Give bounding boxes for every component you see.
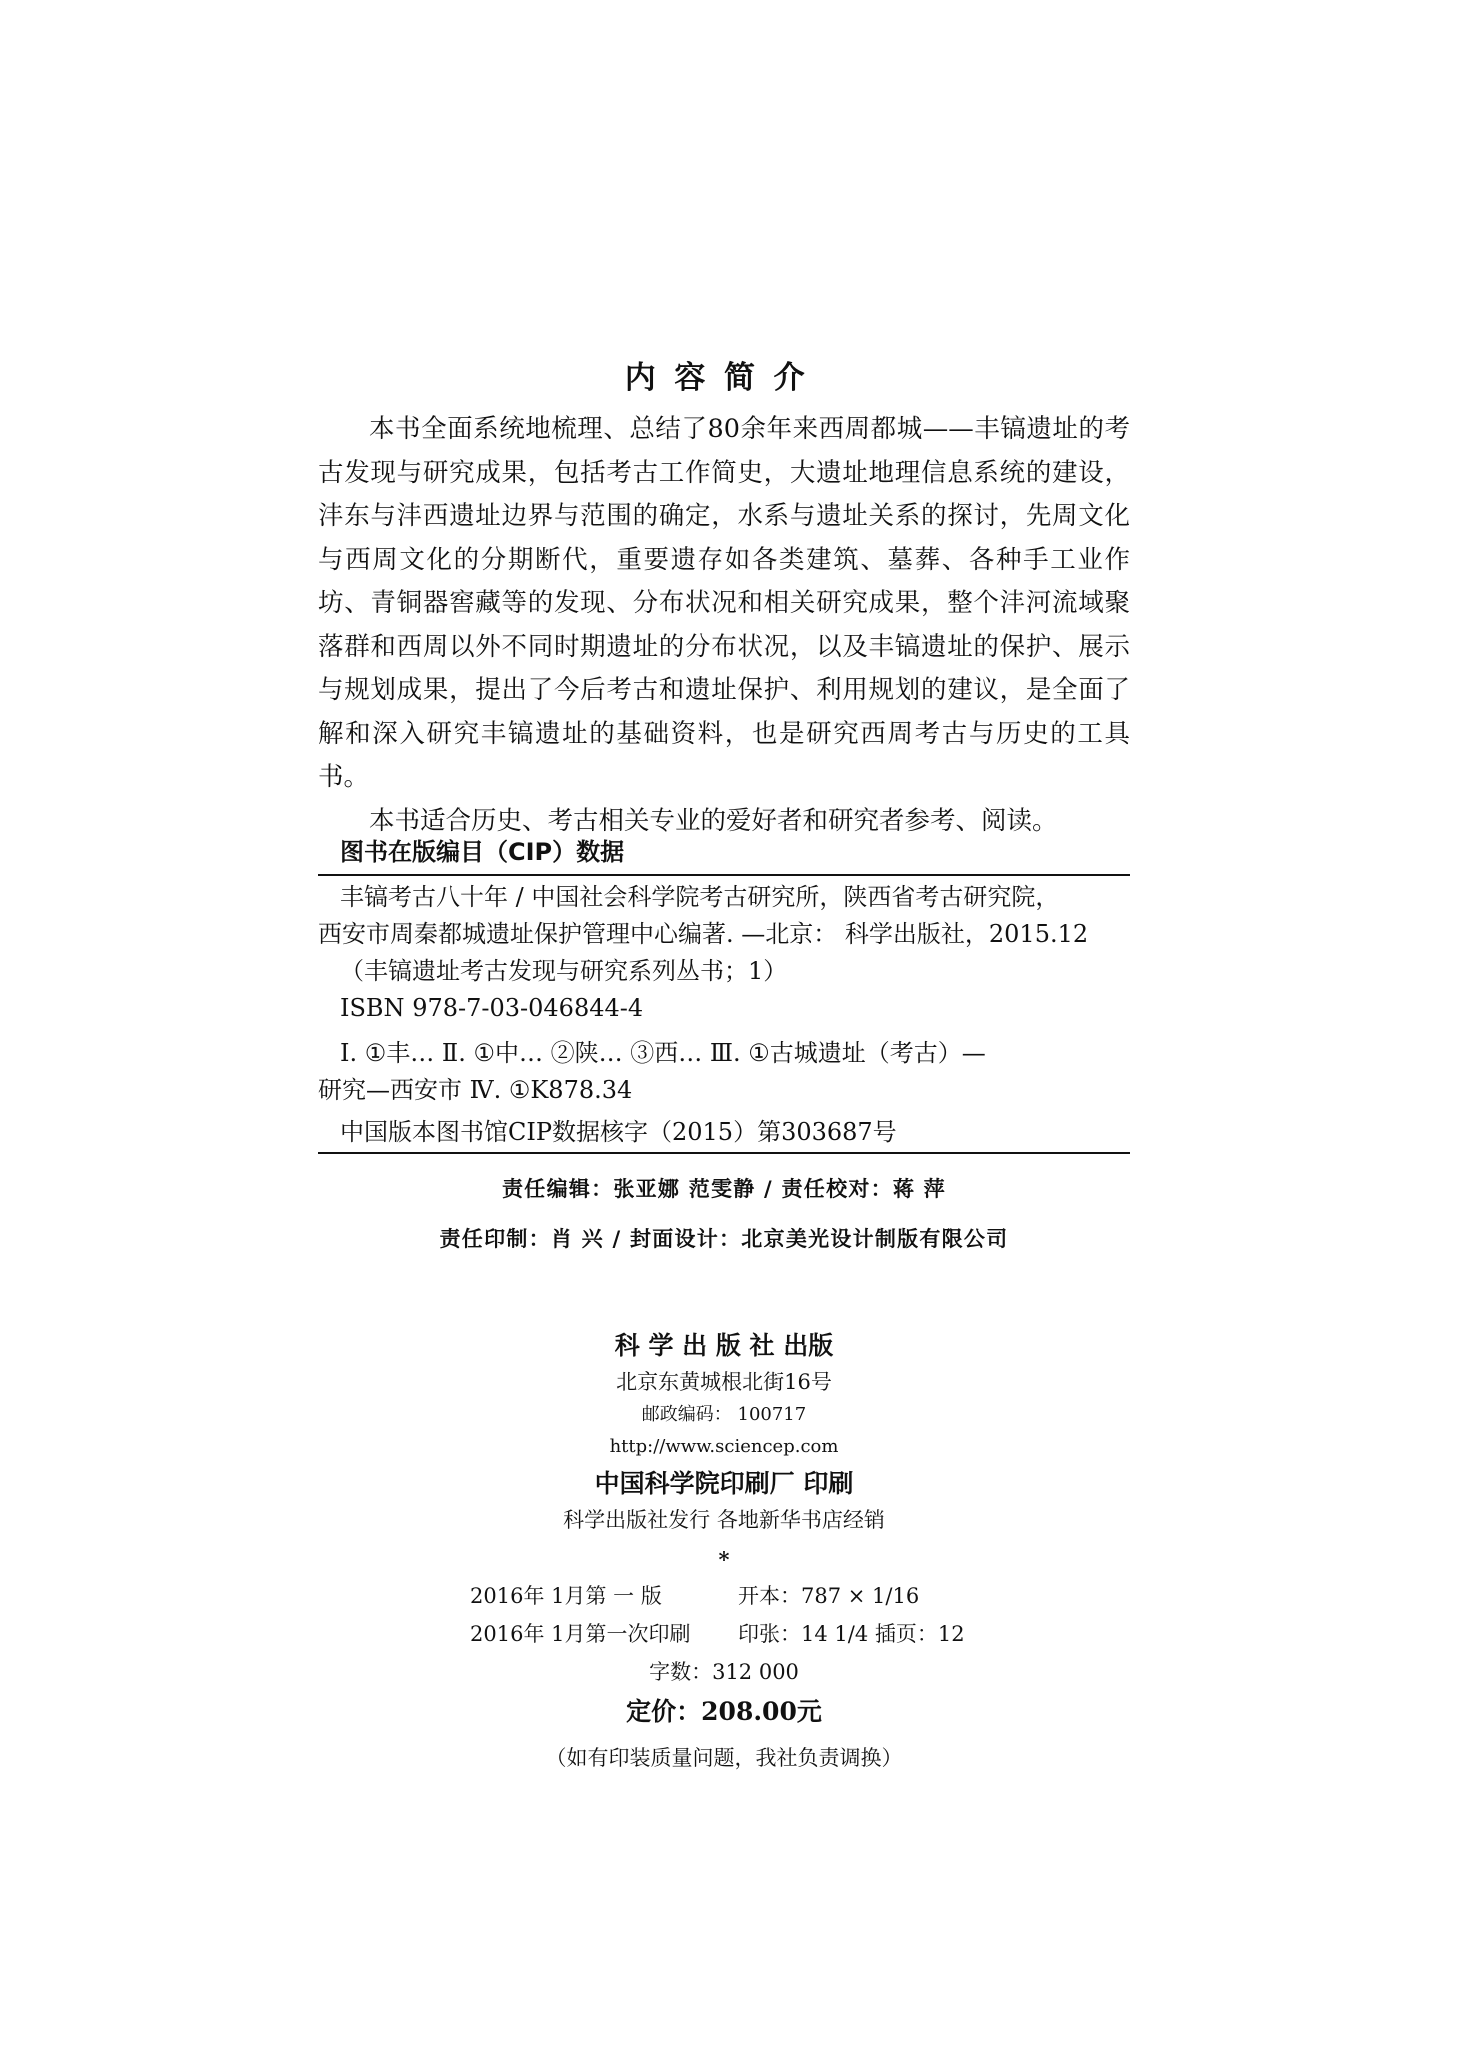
cip-isbn: ISBN 978-7-03-046844-4: [340, 994, 644, 1022]
cip-heading: 图书在版编目（CIP）数据: [340, 838, 625, 866]
publisher-address: 北京东黄城根北街16号: [616, 1370, 832, 1394]
cip-line-3: （丰镐遗址考古发现与研究系列丛书；1）: [340, 957, 788, 985]
intro-paragraph-1: 本书全面系统地梳理、总结了80余年来西周都城——丰镐遗址的考古发现与研究成果，包括考古工作简史，大遗址地理信息系统的建设，沣东与沣西遗址边界与范围的确定，水系与遗址关系的探讨，先周文化与西周文化的分期断代，重要遗存如各类建筑、墓葬、各种手工业作坊、青铜器窖藏等的发现、分布状况和相关研究成果，整个沣河流域聚落群和西周以外不同时期遗址的分布状况，以及丰镐遗址的保护、展示与规划成果，提出了今后考古和遗址保护、利用规划的建议，是全面了解和深入研究丰镐遗址的基础资料，也是研究西周考古与历史的工具书。: [318, 414, 1130, 792]
intro-body: [318, 408, 1130, 843]
price: 定价：208.00元: [626, 1697, 822, 1726]
cip-classification-2: 研究—西安市 Ⅳ. ①K878.34: [318, 1076, 633, 1104]
editor-credits: 责任编辑：张亚娜 范雯静 / 责任校对：蒋 萍: [502, 1177, 946, 1201]
print-date: 2016年 1月第一次印刷: [470, 1622, 691, 1646]
intro-title: 内容简介: [624, 360, 824, 396]
cip-line-2: 西安市周秦都城遗址保护管理中心编著. —北京： 科学出版社，2015.12: [318, 920, 1089, 948]
separator-star: *: [718, 1547, 730, 1572]
cip-bottom-rule: [318, 1152, 1130, 1154]
cip-record-number: 中国版本图书馆CIP数据核字（2015）第303687号: [340, 1118, 897, 1146]
print-credits: 责任印制：肖 兴 / 封面设计：北京美光设计制版有限公司: [439, 1227, 1009, 1251]
publisher-postcode: 邮政编码： 100717: [641, 1404, 807, 1425]
word-count: 字数：312 000: [649, 1660, 799, 1684]
publisher-url: http://www.sciencep.com: [609, 1436, 839, 1457]
cip-top-rule: [318, 874, 1130, 876]
sheets-plates: 印张：14 1/4 插页：12: [738, 1622, 965, 1646]
edition-date: 2016年 1月第 一 版: [470, 1584, 662, 1608]
distribution: 科学出版社发行 各地新华书店经销: [563, 1508, 885, 1532]
cip-classification-1: Ⅰ. ①丰… Ⅱ. ①中… ②陕… ③西… Ⅲ. ①古城遗址（考古）—: [340, 1039, 986, 1067]
quality-notice: （如有印装质量问题，我社负责调换）: [545, 1746, 903, 1770]
publisher-name: 科 学 出 版 社 出版: [614, 1331, 834, 1360]
cip-line-1: 丰镐考古八十年 / 中国社会科学院考古研究所，陕西省考古研究院，: [340, 883, 1060, 911]
format-size: 开本：787 × 1/16: [738, 1584, 920, 1608]
printer: 中国科学院印刷厂 印刷: [594, 1469, 854, 1498]
intro-paragraph-2: 本书适合历史、考古相关专业的爱好者和研究者参考、阅读。: [369, 805, 1058, 836]
